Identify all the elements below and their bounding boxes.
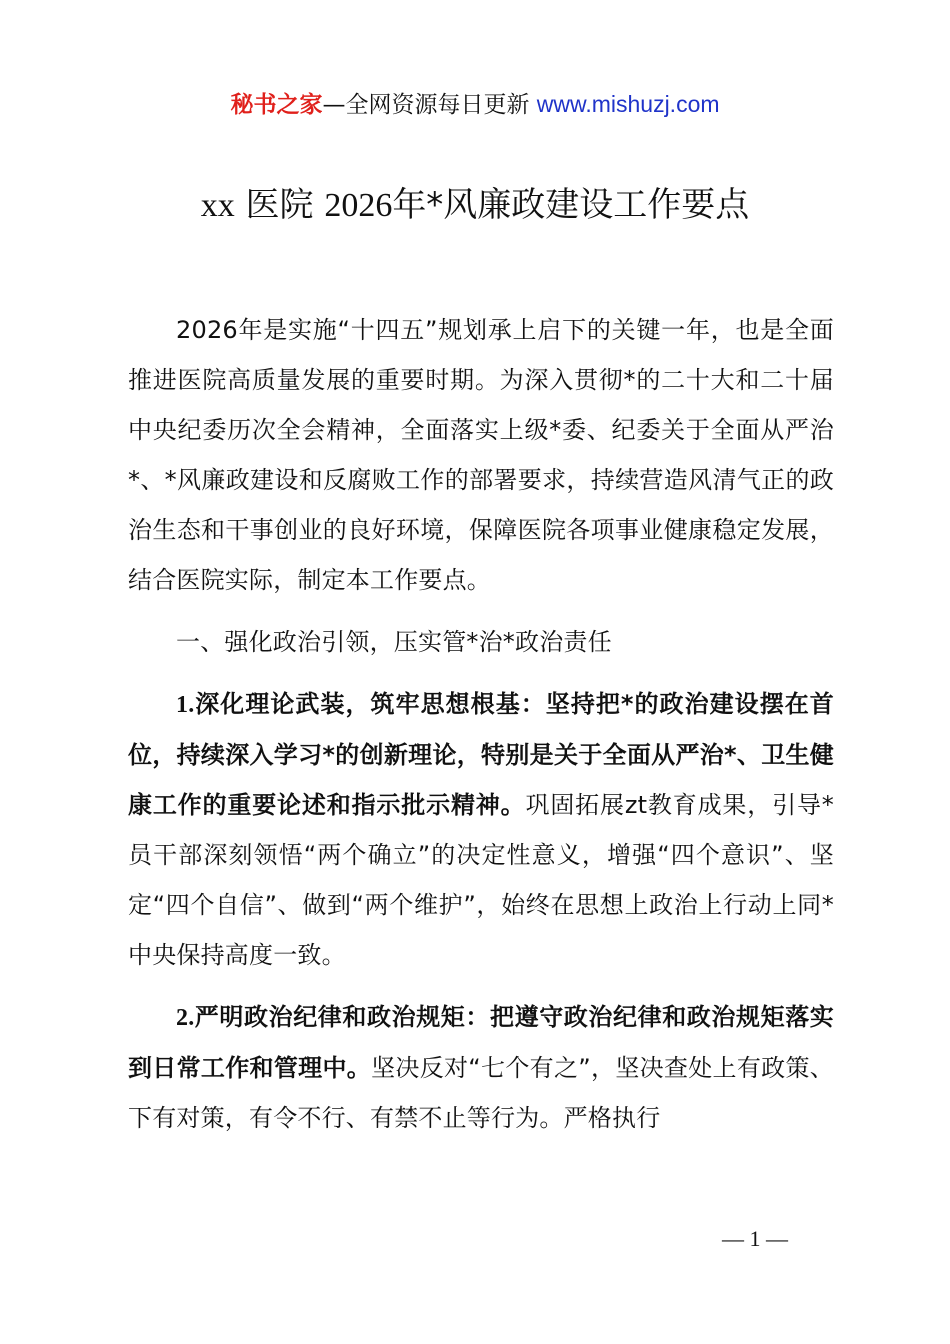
banner-tagline: —全网资源每日更新	[322, 92, 530, 118]
title-part-2: 年*风廉政建设工作要点	[392, 185, 750, 225]
item-2-text: 坚决反对“七个有之”，坚决查处上有政策、下有对策，有令不行、有禁不止等行为。严格执行	[128, 1054, 834, 1132]
item-1-paragraph	[128, 679, 834, 980]
banner-url[interactable]: www.mishuzj.com	[536, 91, 720, 117]
item-1-text: 巩固拓展zt教育成果，引导*员干部深刻领悟“两个确立”的决定性意义，增强“四个意识”、坚定“四个自信”、做到“两个维护”，始终在思想上政治上行动上同*中央保持高度一致。	[128, 791, 834, 969]
item-2-paragraph	[128, 992, 834, 1143]
item-1-bold-lead: 深化理论武装，筑牢思想根基：坚持把*的政治建设摆在首位，持续深入学习*的创新理论，特别是关于全面从严治*、卫生健康工作的重要论述和指示批示精神。	[128, 690, 834, 819]
title-part-1: 医院	[245, 185, 314, 225]
document-body	[128, 305, 834, 1143]
document-title	[0, 182, 950, 229]
site-banner	[0, 88, 950, 121]
intro-paragraph: 2026年是实施“十四五”规划承上启下的关键一年，也是全面推进医院高质量发展的重要时期。为深入贯彻*的二十大和二十届中央纪委历次全会精神，全面落实上级*委、纪委关于全面从严治*、*风廉政建设和反腐败工作的部署要求，持续营造风清气正的政治生态和干事创业的良好环境，保障医院各项事业健康稳定发展，结合医院实际，制定本工作要点。	[128, 316, 834, 594]
title-prefix: xx	[200, 187, 235, 224]
item-1-number: 1.	[176, 692, 195, 718]
item-2-bold-lead: 严明政治纪律和政治规矩：把遵守政治纪律和政治规矩落实到日常工作和管理中。	[128, 1003, 834, 1082]
section-1-heading: 一、强化政治引领，压实管*治*政治责任	[176, 628, 612, 656]
brand-name: 秘书之家	[230, 92, 323, 118]
page-number: — 1 —	[722, 1226, 788, 1251]
title-year: 2026	[324, 187, 393, 224]
item-2-number: 2.	[176, 1005, 195, 1031]
